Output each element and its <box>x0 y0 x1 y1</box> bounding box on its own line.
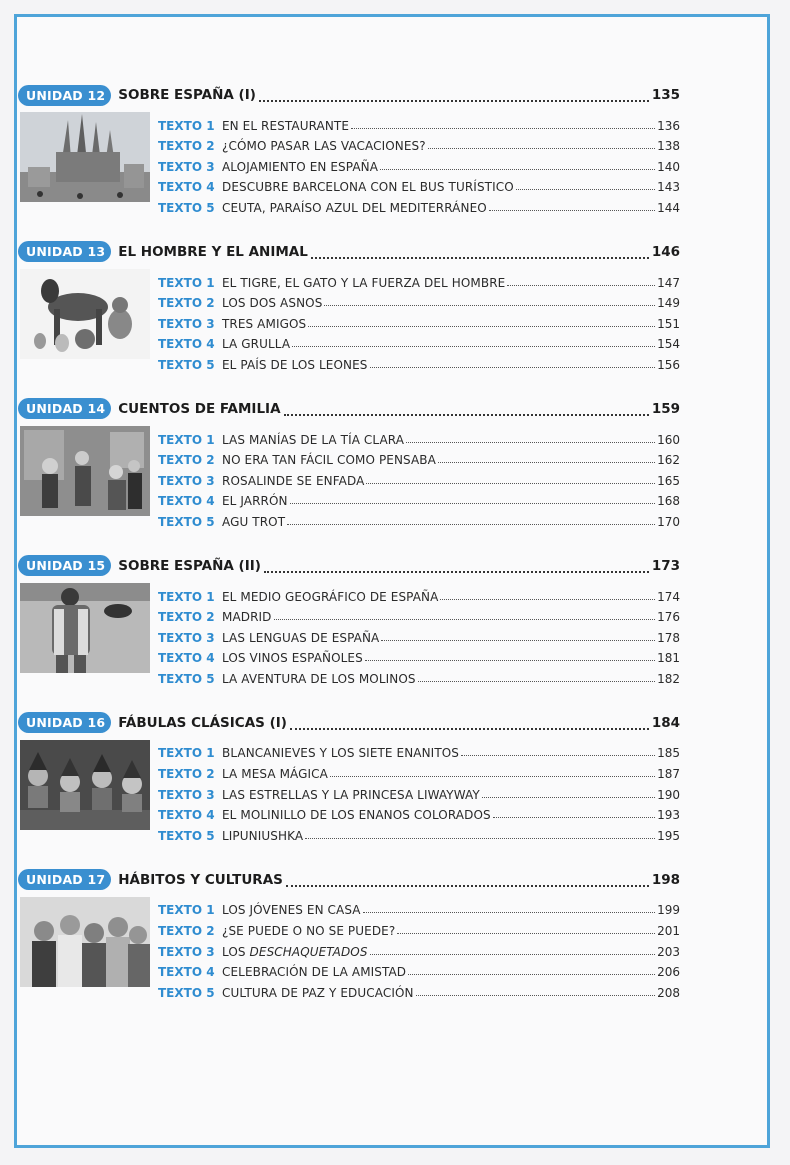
texto-entry[interactable] <box>158 624 680 645</box>
texto-word: TEXTO <box>158 671 203 686</box>
texto-page-number: 206 <box>657 965 680 980</box>
texto-word: TEXTO <box>158 453 203 468</box>
texto-number: 2 <box>206 924 215 939</box>
texto-entry[interactable] <box>158 467 680 488</box>
texto-entry[interactable] <box>158 174 680 195</box>
texto-page-number: 140 <box>657 159 680 174</box>
texto-title: EL PAÍS DE LOS LEONES <box>222 357 368 372</box>
texto-title: CULTURA DE PAZ Y EDUCACIÓN <box>222 985 414 1000</box>
bullfighter-photo <box>20 583 150 673</box>
dot-leader <box>489 202 655 211</box>
unit-title: EL HOMBRE Y EL ANIMAL <box>118 243 308 260</box>
texto-page-number: 185 <box>657 746 680 761</box>
texto-word: TEXTO <box>158 139 203 154</box>
texto-word: TEXTO <box>158 610 203 625</box>
texto-entry[interactable] <box>158 331 680 352</box>
texto-label <box>158 201 222 215</box>
dot-leader <box>428 140 655 149</box>
unit-number: 12 <box>87 87 106 103</box>
texto-label <box>158 180 222 194</box>
texto-page-number: 143 <box>657 180 680 195</box>
texto-title: LAS MANÍAS DE LA TÍA CLARA <box>222 432 405 447</box>
texto-page-number: 174 <box>657 589 680 604</box>
texto-number: 3 <box>206 159 215 174</box>
texto-entry[interactable] <box>158 290 680 311</box>
dot-leader <box>408 966 655 975</box>
dot-leader <box>308 318 655 327</box>
texto-page-number: 203 <box>657 944 680 959</box>
texto-label <box>158 945 222 959</box>
texto-entry[interactable] <box>158 979 680 1000</box>
unit-number: 17 <box>87 872 106 888</box>
unit-heading <box>18 82 680 108</box>
texto-word: TEXTO <box>158 924 203 939</box>
texto-entry[interactable] <box>158 194 680 215</box>
texto-entry[interactable] <box>158 447 680 468</box>
dot-leader <box>290 495 655 504</box>
dwarfs-figurines-photo <box>20 740 150 830</box>
texto-page-number: 156 <box>657 357 680 372</box>
unit-section <box>18 553 680 686</box>
texto-number: 2 <box>206 139 215 154</box>
dot-leader <box>440 591 655 600</box>
dot-leader <box>416 987 655 996</box>
unit-number: 14 <box>87 401 106 417</box>
texto-label <box>158 965 222 979</box>
texto-word: TEXTO <box>158 494 203 509</box>
texto-page-number: 138 <box>657 139 680 154</box>
texto-word: TEXTO <box>158 965 203 980</box>
texto-entry[interactable] <box>158 897 680 918</box>
texto-word: TEXTO <box>158 200 203 215</box>
unit-section <box>18 710 680 843</box>
texto-entry[interactable] <box>158 802 680 823</box>
texto-word: TEXTO <box>158 118 203 133</box>
texto-list <box>158 112 680 215</box>
unit-number: 15 <box>87 558 106 574</box>
texto-label <box>158 119 222 133</box>
texto-title-italic: DESCHAQUETADOS <box>249 944 368 959</box>
unit-section <box>18 867 680 1000</box>
texto-page-number: 162 <box>657 453 680 468</box>
texto-number: 1 <box>206 275 215 290</box>
texto-list <box>158 269 680 372</box>
texto-label <box>158 610 222 624</box>
dot-leader <box>493 809 655 818</box>
dot-leader <box>461 747 655 756</box>
texto-title: LA GRULLA <box>222 337 291 352</box>
texto-entry[interactable] <box>158 822 680 843</box>
texto-entry[interactable] <box>158 959 680 980</box>
texto-title: EL TIGRE, EL GATO Y LA FUERZA DEL HOMBRE <box>222 275 506 290</box>
unit-section <box>18 396 680 529</box>
texto-entry[interactable] <box>158 351 680 372</box>
texto-title: LOS VINOS ESPAÑOLES <box>222 651 363 666</box>
texto-number: 4 <box>206 180 215 195</box>
texto-word: TEXTO <box>158 180 203 195</box>
texto-label <box>158 276 222 290</box>
unit-badge <box>18 869 111 890</box>
texto-label <box>158 631 222 645</box>
unit-title: SOBRE ESPAÑA (I) <box>118 87 256 103</box>
texto-entry[interactable] <box>158 133 680 154</box>
dot-leader <box>287 516 655 525</box>
texto-number: 5 <box>206 828 215 843</box>
dot-leader <box>370 946 656 955</box>
texto-number: 3 <box>206 944 215 959</box>
dot-leader <box>363 904 655 913</box>
texto-label <box>158 651 222 665</box>
unit-badge <box>18 712 111 733</box>
texto-list <box>158 583 680 686</box>
unit-page-number: 135 <box>651 87 680 103</box>
texto-word: TEXTO <box>158 828 203 843</box>
texto-title: CEUTA, PARAÍSO AZUL DEL MEDITERRÁNEO <box>222 200 487 215</box>
texto-title: CELEBRACIÓN DE LA AMISTAD <box>222 965 407 980</box>
unit-section <box>18 239 680 372</box>
texto-list <box>158 897 680 1000</box>
texto-title: ¿SE PUEDE O NO SE PUEDE? <box>222 924 396 939</box>
texto-page-number: 181 <box>657 651 680 666</box>
texto-page-number: 195 <box>657 828 680 843</box>
dot-leader <box>351 120 655 129</box>
dot-leader <box>290 716 649 730</box>
texto-number: 1 <box>206 746 215 761</box>
unit-badge-word: UNIDAD <box>26 715 83 731</box>
texto-title: ALOJAMIENTO EN ESPAÑA <box>222 159 379 174</box>
texto-page-number: 154 <box>657 337 680 352</box>
unit-heading <box>18 239 680 265</box>
texto-number: 3 <box>206 630 215 645</box>
texto-title: AGU TROT <box>222 514 286 529</box>
texto-label <box>158 139 222 153</box>
unit-number: 13 <box>87 244 106 260</box>
texto-entry[interactable] <box>158 583 680 604</box>
dot-leader <box>305 830 655 839</box>
unit-heading <box>18 553 680 579</box>
texto-number: 2 <box>206 767 215 782</box>
dot-leader <box>406 434 655 443</box>
unit-badge-word: UNIDAD <box>26 401 83 417</box>
unit-heading <box>18 710 680 736</box>
texto-word: TEXTO <box>158 767 203 782</box>
unit-badge-word: UNIDAD <box>26 872 83 888</box>
texto-word: TEXTO <box>158 275 203 290</box>
texto-number: 5 <box>206 200 215 215</box>
dot-leader <box>438 454 655 463</box>
texto-label <box>158 672 222 686</box>
texto-entry[interactable] <box>158 740 680 761</box>
unit-title: HÁBITOS Y CULTURAS <box>118 871 283 888</box>
texto-title-plain: LOS <box>222 944 250 959</box>
texto-number: 4 <box>206 337 215 352</box>
table-of-contents <box>18 82 680 1024</box>
texto-word: TEXTO <box>158 159 203 174</box>
dot-leader <box>259 88 649 102</box>
dot-leader <box>330 768 655 777</box>
texto-label <box>158 515 222 529</box>
texto-page-number: 208 <box>657 985 680 1000</box>
texto-label <box>158 829 222 843</box>
texto-label <box>158 590 222 604</box>
texto-label <box>158 337 222 351</box>
texto-number: 5 <box>206 671 215 686</box>
texto-label <box>158 160 222 174</box>
dot-leader <box>507 277 655 286</box>
texto-word: TEXTO <box>158 337 203 352</box>
texto-page-number: 178 <box>657 630 680 645</box>
texto-word: TEXTO <box>158 357 203 372</box>
texto-page-number: 170 <box>657 514 680 529</box>
unit-badge-word: UNIDAD <box>26 87 83 103</box>
dot-leader <box>516 181 655 190</box>
unit-badge-word: UNIDAD <box>26 558 83 574</box>
dot-leader <box>365 652 655 661</box>
texto-title: EN EL RESTAURANTE <box>222 118 350 133</box>
unit-page-number: 184 <box>651 714 680 731</box>
texto-label <box>158 453 222 467</box>
dot-leader <box>482 789 655 798</box>
texto-word: TEXTO <box>158 432 203 447</box>
unit-body <box>18 426 680 529</box>
texto-title: NO ERA TAN FÁCIL COMO PENSABA <box>222 453 436 468</box>
dot-leader <box>380 161 655 170</box>
texto-page-number: 193 <box>657 808 680 823</box>
unit-title: CUENTOS DE FAMILIA <box>118 400 281 417</box>
family-painting <box>20 426 150 516</box>
texto-entry[interactable] <box>158 488 680 509</box>
texto-title: EL MEDIO GEOGRÁFICO DE ESPAÑA <box>222 589 439 604</box>
unit-body <box>18 583 680 686</box>
texto-word: TEXTO <box>158 985 203 1000</box>
texto-word: TEXTO <box>158 787 203 802</box>
texto-page-number: 187 <box>657 767 680 782</box>
texto-title: ¿CÓMO PASAR LAS VACACIONES? <box>222 139 426 154</box>
texto-number: 5 <box>206 514 215 529</box>
texto-number: 4 <box>206 494 215 509</box>
texto-label <box>158 986 222 1000</box>
texto-page-number: 201 <box>657 924 680 939</box>
texto-entry[interactable] <box>158 938 680 959</box>
texto-page-number: 160 <box>657 432 680 447</box>
texto-title: LOS DOS ASNOS <box>222 296 323 311</box>
texto-number: 5 <box>206 985 215 1000</box>
dot-leader <box>366 475 655 484</box>
dogs-and-cats-photo <box>20 269 150 359</box>
texto-entry[interactable] <box>158 760 680 781</box>
unit-page-number: 198 <box>651 871 680 888</box>
texto-title: EL MOLINILLO DE LOS ENANOS COLORADOS <box>222 808 491 823</box>
texto-label <box>158 433 222 447</box>
texto-label <box>158 903 222 917</box>
texto-label <box>158 474 222 488</box>
texto-word: TEXTO <box>158 296 203 311</box>
texto-list <box>158 740 680 843</box>
texto-word: TEXTO <box>158 514 203 529</box>
texto-page-number: 168 <box>657 494 680 509</box>
texto-entry[interactable] <box>158 665 680 686</box>
texto-label <box>158 788 222 802</box>
texto-page-number: 190 <box>657 787 680 802</box>
texto-entry[interactable] <box>158 781 680 802</box>
texto-title: DESCUBRE BARCELONA CON EL BUS TURÍSTICO <box>222 180 514 195</box>
texto-word: TEXTO <box>158 589 203 604</box>
dot-leader <box>274 611 656 620</box>
texto-page-number: 147 <box>657 275 680 290</box>
texto-entry[interactable] <box>158 426 680 447</box>
texto-title: BLANCANIEVES Y LOS SIETE ENANITOS <box>222 746 460 761</box>
unit-badge <box>18 85 111 106</box>
texto-entry[interactable] <box>158 269 680 290</box>
texto-word: TEXTO <box>158 316 203 331</box>
texto-word: TEXTO <box>158 630 203 645</box>
dot-leader <box>381 632 655 641</box>
dot-leader <box>264 559 649 573</box>
unit-body <box>18 897 680 1000</box>
unit-badge-word: UNIDAD <box>26 244 83 260</box>
texto-number: 5 <box>206 357 215 372</box>
texto-entry[interactable] <box>158 917 680 938</box>
dot-leader <box>324 297 655 306</box>
texto-label <box>158 808 222 822</box>
texto-title: LIPUNIUSHKA <box>222 828 304 843</box>
unit-body <box>18 740 680 843</box>
dot-leader <box>311 245 649 259</box>
texto-label <box>158 494 222 508</box>
texto-page-number: 182 <box>657 671 680 686</box>
unit-page-number: 173 <box>651 557 680 574</box>
texto-list <box>158 426 680 529</box>
texto-title: MADRID <box>222 610 272 625</box>
texto-number: 3 <box>206 473 215 488</box>
texto-word: TEXTO <box>158 651 203 666</box>
unit-body <box>18 112 680 215</box>
texto-label <box>158 924 222 938</box>
texto-entry[interactable] <box>158 604 680 625</box>
unit-page-number: 159 <box>651 400 680 417</box>
texto-number: 3 <box>206 787 215 802</box>
texto-page-number: 165 <box>657 473 680 488</box>
unit-title: SOBRE ESPAÑA (II) <box>118 557 261 574</box>
texto-number: 4 <box>206 651 215 666</box>
texto-number: 1 <box>206 589 215 604</box>
texto-word: TEXTO <box>158 746 203 761</box>
texto-number: 3 <box>206 316 215 331</box>
texto-page-number: 151 <box>657 316 680 331</box>
texto-page-number: 176 <box>657 610 680 625</box>
unit-heading <box>18 867 680 893</box>
texto-label <box>158 767 222 781</box>
sagrada-familia-photo <box>20 112 150 202</box>
texto-label <box>158 296 222 310</box>
unit-body <box>18 269 680 372</box>
texto-word: TEXTO <box>158 473 203 488</box>
texto-word: TEXTO <box>158 808 203 823</box>
dot-leader <box>418 673 655 682</box>
unit-badge <box>18 241 111 262</box>
texto-page-number: 136 <box>657 118 680 133</box>
texto-number: 4 <box>206 808 215 823</box>
texto-number: 2 <box>206 610 215 625</box>
texto-number: 1 <box>206 903 215 918</box>
texto-page-number: 199 <box>657 903 680 918</box>
dot-leader <box>284 402 649 416</box>
texto-title: LA AVENTURA DE LOS MOLINOS <box>222 671 416 686</box>
unit-heading <box>18 396 680 422</box>
texto-title: EL JARRÓN <box>222 494 288 509</box>
dot-leader <box>292 338 655 347</box>
texto-label <box>158 746 222 760</box>
unit-title: FÁBULAS CLÁSICAS (I) <box>118 714 287 731</box>
dot-leader <box>397 925 655 934</box>
texto-number: 2 <box>206 453 215 468</box>
unit-badge <box>18 398 111 419</box>
texto-entry[interactable] <box>158 112 680 133</box>
texto-entry[interactable] <box>158 508 680 529</box>
texto-number: 1 <box>206 432 215 447</box>
dot-leader <box>370 359 656 368</box>
texto-entry[interactable] <box>158 310 680 331</box>
dot-leader <box>286 873 649 887</box>
texto-title: TRES AMIGOS <box>222 316 307 331</box>
texto-number: 1 <box>206 118 215 133</box>
texto-title: LA MESA MÁGICA <box>222 767 328 782</box>
texto-word: TEXTO <box>158 903 203 918</box>
unit-section <box>18 82 680 215</box>
texto-title: LAS ESTRELLAS Y LA PRINCESA LIWAYWAY <box>222 787 480 802</box>
texto-number: 4 <box>206 965 215 980</box>
texto-label <box>158 317 222 331</box>
texto-page-number: 144 <box>657 200 680 215</box>
texto-number: 2 <box>206 296 215 311</box>
unit-page-number: 146 <box>651 243 680 260</box>
texto-title: LAS LENGUAS DE ESPAÑA <box>222 630 380 645</box>
texto-title <box>222 945 368 959</box>
unit-badge <box>18 555 111 576</box>
texto-page-number: 149 <box>657 296 680 311</box>
texto-entry[interactable] <box>158 153 680 174</box>
young-people-group-photo <box>20 897 150 987</box>
unit-number: 16 <box>87 715 106 731</box>
texto-title: ROSALINDE SE ENFADA <box>222 473 365 488</box>
texto-word: TEXTO <box>158 944 203 959</box>
texto-title: LOS JÓVENES EN CASA <box>222 903 361 918</box>
texto-entry[interactable] <box>158 645 680 666</box>
texto-label <box>158 358 222 372</box>
